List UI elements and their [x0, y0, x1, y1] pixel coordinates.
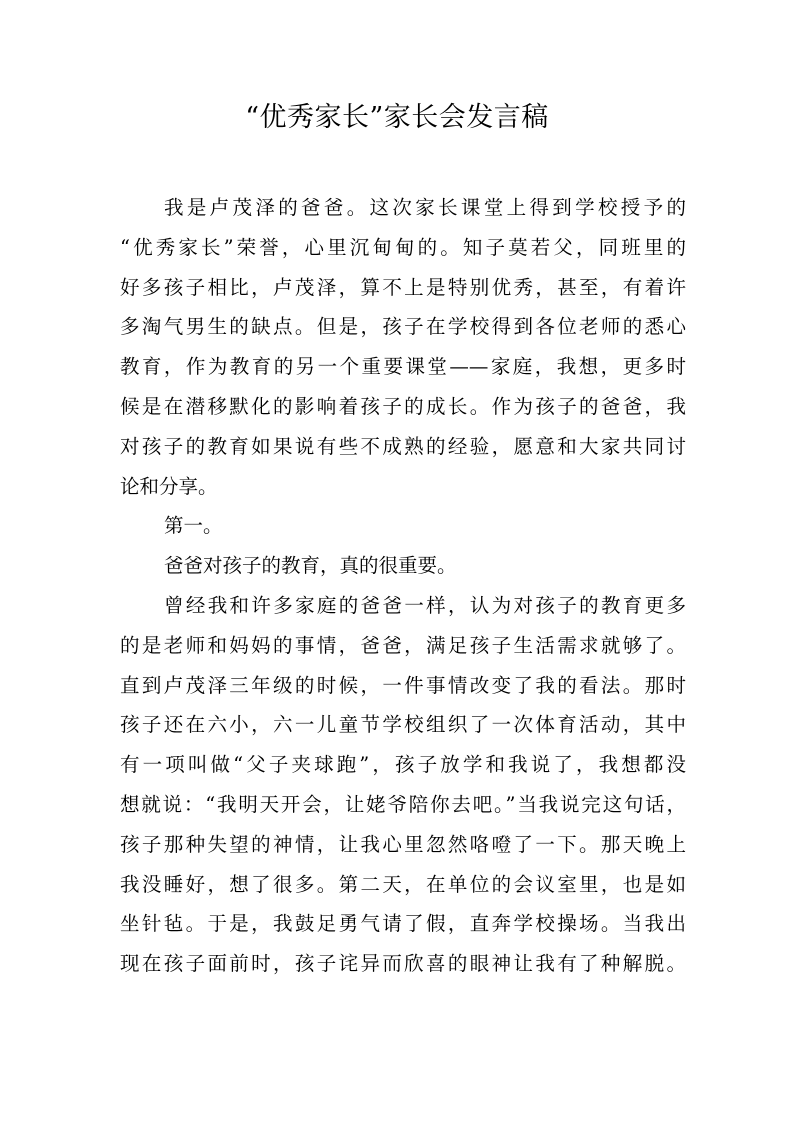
section-subheading: 爸爸对孩子的教育，真的很重要。	[164, 554, 457, 578]
paragraph-line: 孩子那种失望的神情，让我心里忽然咯噔了一下。那天晚上	[120, 832, 686, 856]
paragraph-line: 有一项叫做“父子夹球跑”，孩子放学和我说了，我想都没	[120, 753, 686, 777]
paragraph-line: 孩子还在六小，六一儿童节学校组织了一次体育活动，其中	[120, 713, 686, 737]
paragraph-line: “优秀家长”荣誉，心里沉甸甸的。知子莫若父，同班里的	[120, 235, 686, 259]
paragraph-line: 现在孩子面前时，孩子诧异而欣喜的眼神让我有了种解脱。	[120, 952, 686, 976]
paragraph-line: 曾经我和许多家庭的爸爸一样，认为对孩子的教育更多	[164, 593, 686, 617]
paragraph-line: 坐针毡。于是，我鼓足勇气请了假，直奔学校操场。当我出	[120, 912, 686, 936]
paragraph-line: 的是老师和妈妈的事情，爸爸，满足孩子生活需求就够了。	[120, 633, 686, 657]
section-heading: 第一。	[164, 514, 223, 538]
document-title: “优秀家长”家长会发言稿	[245, 102, 549, 133]
paragraph-line: 多淘气男生的缺点。但是，孩子在学校得到各位老师的悉心	[120, 315, 686, 339]
paragraph-line: 直到卢茂泽三年级的时候，一件事情改变了我的看法。那时	[120, 673, 686, 697]
paragraph-line: 我没睡好，想了很多。第二天，在单位的会议室里，也是如	[120, 872, 686, 896]
paragraph-line: 论和分享。	[120, 474, 218, 498]
document-body	[120, 188, 686, 984]
paragraph-line: 候是在潜移默化的影响着孩子的成长。作为孩子的爸爸，我	[120, 394, 686, 418]
paragraph-line: 好多孩子相比，卢茂泽，算不上是特别优秀，甚至，有着许	[120, 275, 686, 299]
paragraph-line: 教育，作为教育的另一个重要课堂——家庭，我想，更多时	[120, 355, 686, 379]
paragraph-line: 对孩子的教育如果说有些不成熟的经验，愿意和大家共同讨	[120, 434, 686, 458]
paragraph-line: 想就说：“我明天开会，让姥爷陪你去吧。”当我说完这句话，	[120, 792, 686, 816]
paragraph-line: 我是卢茂泽的爸爸。这次家长课堂上得到学校授予的	[164, 196, 686, 219]
